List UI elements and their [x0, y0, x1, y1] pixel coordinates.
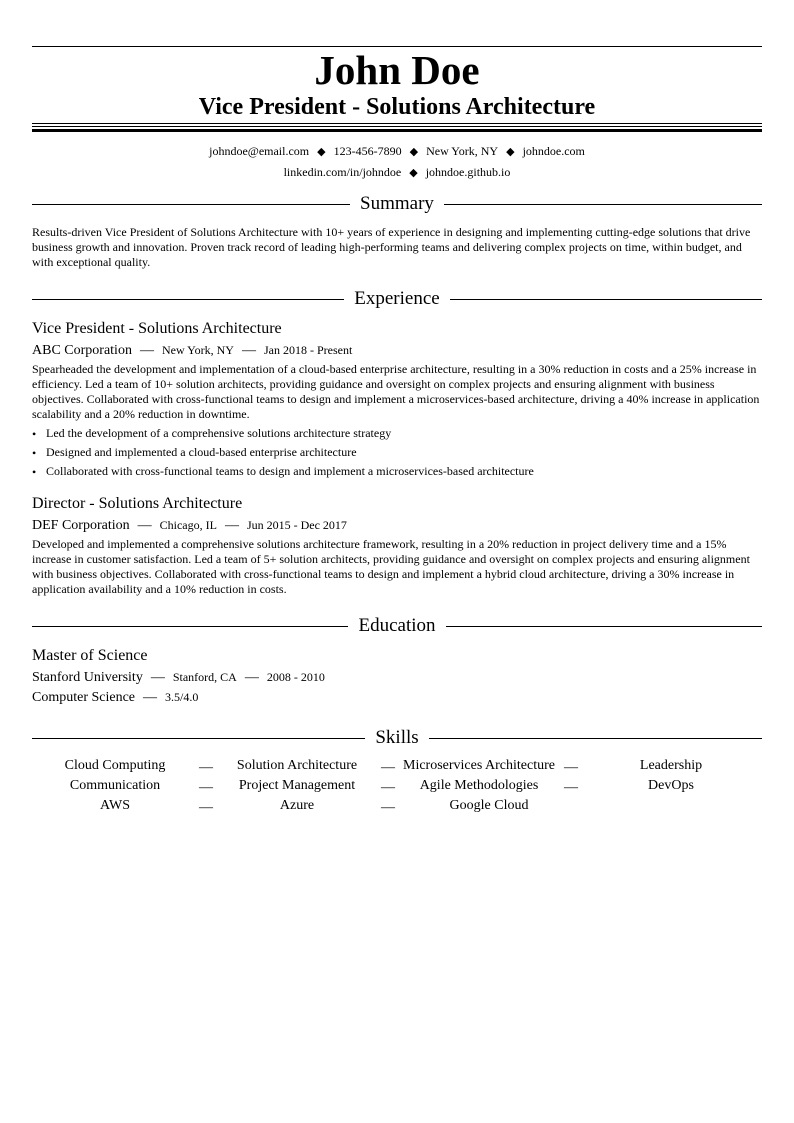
skill-item: DevOps [648, 778, 694, 793]
candidate-name: John Doe [314, 47, 480, 93]
dash-separator: — [564, 780, 578, 795]
job-meta [32, 516, 347, 535]
contact-line-1 [32, 143, 762, 160]
section-heading-education [32, 614, 762, 638]
contact-linkedin[interactable]: linkedin.com/in/johndoe [283, 165, 402, 179]
contact-github[interactable]: johndoe.github.io [425, 165, 511, 179]
job-description: Spearheaded the development and implementation of a cloud-based enterprise architecture, resulting in a 30% reduction in costs and a 25% increase in efficiency. Led a team of 10+ solution architects, providing guidance and oversight on complex projects and ensuring alignment with business objectives. Collaborated with cross-functional teams to design and implement a microservices-based architecture, driving a 40% increase in application scalability and a 20% reduction in downtime. [32, 362, 760, 421]
dash-separator: — [137, 518, 152, 533]
skill-item: Azure [279, 798, 315, 813]
diamond-icon: ◆ [506, 146, 515, 158]
job-description: Developed and implemented a comprehensive solutions architecture framework, resulting in a 20% reduction in project delivery time and a 15% increase in customer satisfaction. Led a team of 5+ solution architects, providing guidance and oversight on complex projects and ensuring alignment with business objectives. Collaborated with cross-functional teams to design and implement a hybrid cloud architecture, driving a 30% increase in application availability and a 10% reduction in costs. [32, 537, 750, 596]
dash-separator: — [564, 760, 578, 775]
candidate-title: Vice President - Solutions Architecture [198, 94, 596, 120]
job-location: New York, NY [161, 343, 234, 357]
contact-phone[interactable]: 123-456-7890 [333, 144, 402, 158]
job-company: ABC Corporation [32, 343, 132, 358]
job-bullets [32, 426, 762, 483]
job-location: Chicago, IL [159, 518, 217, 532]
job-title: Director - Solutions Architecture [32, 495, 243, 512]
education-meta [32, 668, 325, 687]
section-heading-skills [32, 726, 762, 750]
skills-row [32, 757, 762, 777]
contact-website[interactable]: johndoe.com [522, 144, 585, 158]
job-title: Vice President - Solutions Architecture [32, 320, 282, 337]
contact-location: New York, NY [426, 144, 499, 158]
skills-row [32, 777, 762, 797]
school-location: Stanford, CA [172, 670, 237, 684]
list-item: • Collaborated with cross-functional teams to design and implement a microservices-based architecture [32, 464, 534, 479]
school: Stanford University [32, 670, 143, 685]
dash-separator: — [139, 343, 154, 358]
section-heading-experience [32, 287, 762, 311]
skills-row [32, 797, 762, 817]
dash-separator: — [199, 760, 213, 775]
skill-item: Communication [69, 778, 161, 793]
job-company: DEF Corporation [32, 518, 130, 533]
section-title: Summary [350, 193, 444, 214]
skills-grid [32, 757, 762, 817]
dash-separator: — [224, 518, 239, 533]
dash-separator: — [244, 670, 259, 685]
job-dates: Jan 2018 - Present [263, 343, 353, 357]
skill-item: Leadership [639, 758, 703, 773]
diamond-icon: ◆ [409, 167, 418, 179]
summary-text: Results-driven Vice President of Solutions Architecture with 10+ years of experience in designing and implementing cutting-edge solutions that drive business growth and innovation. Proven track record of leading high-performing teams and delivering complex projects on time, within budget, and with exceptional quality. [32, 225, 751, 269]
header-rule-thick [32, 129, 762, 132]
bullet-icon: • [32, 446, 37, 460]
contact-line-2 [32, 164, 762, 181]
bullet-icon: • [32, 427, 37, 441]
diamond-icon: ◆ [409, 146, 419, 158]
dash-separator: — [199, 780, 213, 795]
field-of-study: Computer Science [32, 690, 136, 705]
diamond-icon: ◆ [317, 146, 326, 158]
degree: Master of Science [32, 647, 148, 664]
dash-separator: — [199, 800, 213, 815]
dash-separator: — [381, 800, 395, 815]
dash-separator: — [241, 343, 256, 358]
skill-item: Google Cloud [449, 798, 529, 813]
list-item: • Designed and implemented a cloud-based enterprise architecture [32, 445, 357, 460]
job-meta [32, 341, 352, 360]
header-rule [32, 126, 762, 127]
section-title: Experience [344, 288, 449, 309]
skill-item: Agile Methodologies [419, 778, 539, 793]
skill-item: Project Management [238, 778, 356, 793]
skill-item: Cloud Computing [64, 758, 166, 773]
skill-item: Microservices Architecture [403, 758, 555, 773]
header-rule [32, 123, 762, 124]
section-title: Education [348, 615, 445, 636]
section-heading-summary [32, 192, 762, 216]
skill-item: Solution Architecture [236, 758, 358, 773]
section-title: Skills [365, 727, 428, 748]
skill-item: AWS [100, 798, 130, 813]
dash-separator: — [381, 780, 395, 795]
gpa: 3.5/4.0 [165, 690, 199, 704]
dash-separator: — [381, 760, 395, 775]
education-field-meta [32, 688, 198, 707]
dash-separator: — [150, 670, 165, 685]
bullet-icon: • [32, 465, 37, 479]
list-item: • Led the development of a comprehensive solutions architecture strategy [32, 426, 392, 441]
education-dates: 2008 - 2010 [266, 670, 325, 684]
contact-email[interactable]: johndoe@email.com [209, 144, 310, 158]
dash-separator: — [143, 690, 158, 705]
job-dates: Jun 2015 - Dec 2017 [246, 518, 347, 532]
